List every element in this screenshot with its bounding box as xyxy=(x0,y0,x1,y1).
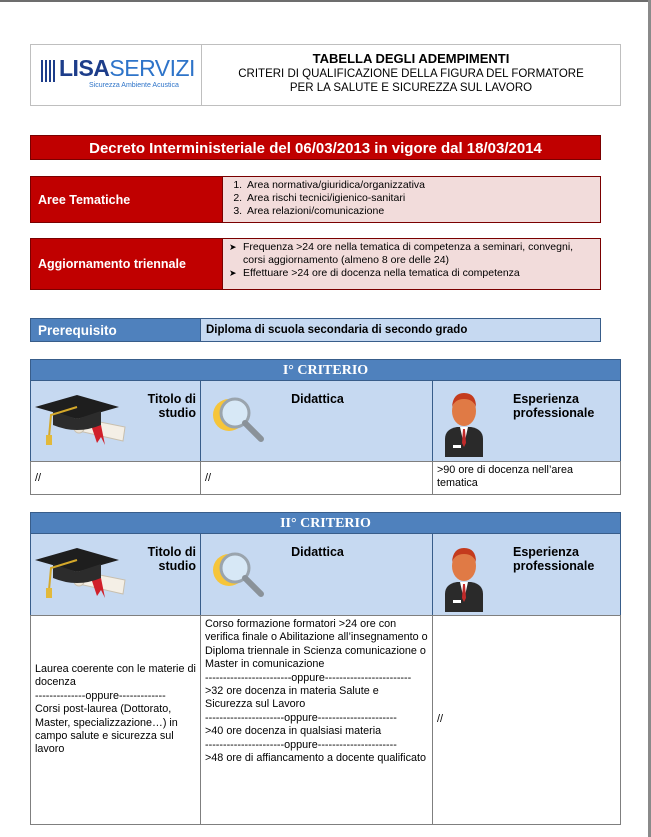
logo xyxy=(31,45,202,105)
criterio-2-col-titolo-heading: Titolo di studio xyxy=(147,545,196,573)
aggiornamento-label: Aggiornamento triennale xyxy=(30,238,223,290)
criterio-2-col-esperienza xyxy=(432,533,621,616)
logo-tagline: Sicurezza Ambiente Acustica xyxy=(89,82,179,89)
document-subtitle: CRITERI DI QUALIFICAZIONE DELLA FIGURA DEL FORMATORE PER LA SALUTE E SICUREZZA SUL LAVORO xyxy=(238,68,584,94)
graduation-cap-icon xyxy=(35,385,131,451)
criterio-2-col-titolo xyxy=(30,533,201,616)
criterio-2-esperienza-value: // xyxy=(432,615,621,825)
decreto-banner: Decreto Interministeriale del 06/03/2013 in vigore dal 18/03/2014 xyxy=(30,135,601,160)
list-item: ➤ Frequenza >24 ore nella tematica di competenza a seminari, convegni, corsi aggiornamento (almeno 8 ore delle 24) xyxy=(229,241,594,267)
aggiornamento-list xyxy=(222,238,601,290)
logo-bars-icon xyxy=(41,60,57,82)
logo-wordmark: LISASERVIZI xyxy=(59,55,195,81)
criterio-2-col-didattica xyxy=(200,533,433,616)
document-title: TABELLA DEGLI ADEMPIMENTI xyxy=(312,51,510,66)
criterio-2-col-didattica-heading: Didattica xyxy=(291,545,344,559)
businessman-icon xyxy=(441,387,487,457)
graduation-cap-icon xyxy=(35,538,131,604)
criterio-1-col-titolo-heading: Titolo di studio xyxy=(147,392,196,420)
criterio-1-titolo-value: // xyxy=(30,461,201,495)
header-box xyxy=(30,44,621,106)
criterio-1-col-esperienza xyxy=(432,380,621,462)
criterio-1-col-titolo xyxy=(30,380,201,462)
criterio-1-col-didattica xyxy=(200,380,433,462)
list-item: ➤ Effettuare >24 ore di docenza nella tematica di competenza xyxy=(229,267,594,280)
prerequisito-value: Diploma di scuola secondaria di secondo grado xyxy=(200,318,601,342)
criterio-2-col-esperienza-heading: Esperienza professionale xyxy=(513,545,595,573)
criterio-2-didattica-value: Corso formazione formatori >24 ore con verifica finale o Abilitazione all’insegnamento o Diploma triennale in Scienza comunicazione o Master in comunicazione ------------------------oppure------------------------ >32 ore docenza in materia Salute e Sicurezza sul Lavoro ----------------------oppure---------------------- >40 ore docenza in qualsiasi materia ----------------------oppure---------------------- >48 ore di affiancamento a docente qualificato xyxy=(200,615,433,825)
businessman-icon xyxy=(441,542,487,612)
criterio-1-title: I° CRITERIO xyxy=(30,359,621,381)
criterio-1-didattica-value: // xyxy=(200,461,433,495)
criterio-2-title: II° CRITERIO xyxy=(30,512,621,534)
list-item: 3. Area relazioni/comunicazione xyxy=(245,205,596,218)
criterio-1-esperienza-value: >90 ore di docenza nell’area tematica xyxy=(432,461,621,495)
criterio-2-titolo-value: Laurea coerente con le materie di docenza --------------oppure------------- Corsi post-laurea (Dottorato, Master, specializzazione…) in campo salute e sicurezza sul lavoro xyxy=(30,615,201,825)
prerequisito-label: Prerequisito xyxy=(30,318,201,342)
list-item: 2. Area rischi tecnici/igienico-sanitari xyxy=(245,192,596,205)
criterio-1-col-esperienza-heading: Esperienza professionale xyxy=(513,392,595,420)
aree-tematiche-label: Aree Tematiche xyxy=(30,176,223,223)
list-item: 1. Area normativa/giuridica/organizzativa xyxy=(245,179,596,192)
aree-tematiche-list xyxy=(222,176,601,223)
criterio-1-col-didattica-heading: Didattica xyxy=(291,392,344,406)
